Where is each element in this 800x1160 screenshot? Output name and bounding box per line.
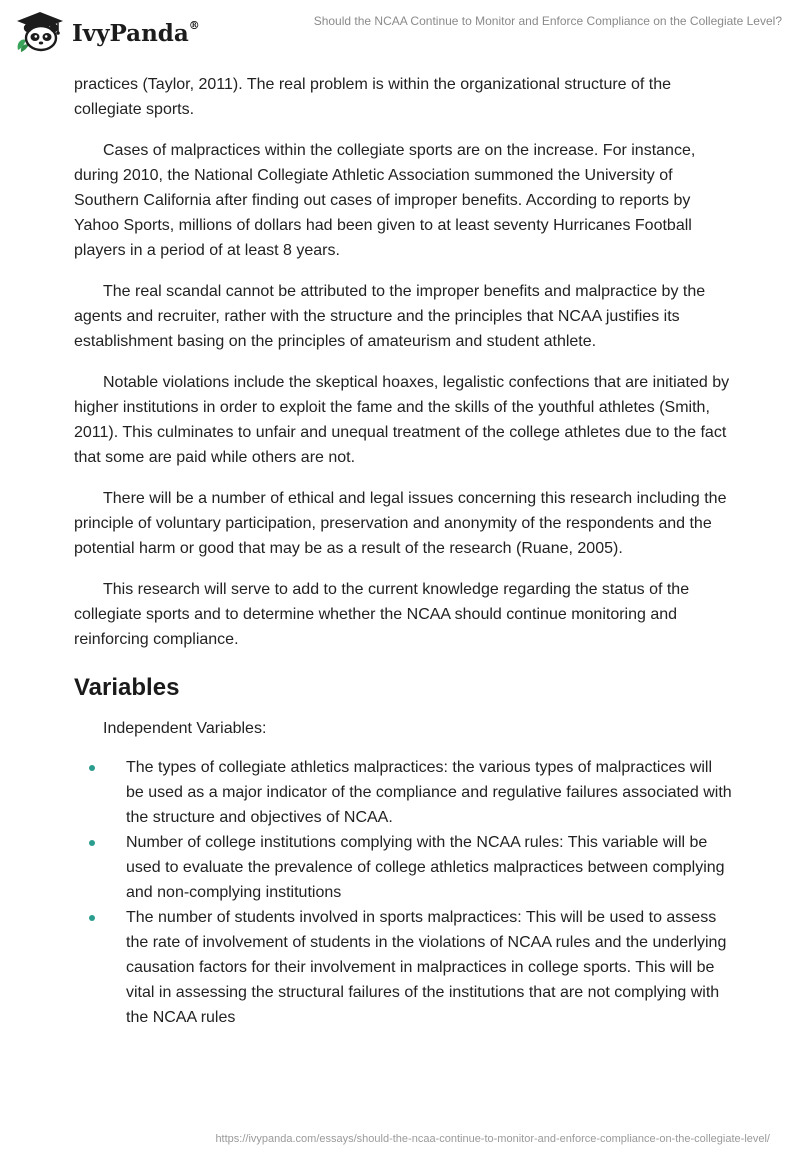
panda-graduation-cap-icon bbox=[14, 10, 66, 54]
list-item-text: Number of college institutions complying with the NCAA rules: This variable will be used to evaluate the prevalence of college athletics malpractices between complying and non-complying institutions bbox=[126, 834, 725, 901]
paragraph-continuation: practices (Taylor, 2011). The real problem is within the organizational structure of the collegiate sports. bbox=[74, 76, 672, 118]
subheading-independent-variables: Independent Variables: bbox=[103, 720, 267, 737]
list-item-text: The types of collegiate athletics malpractices: the various types of malpractices will be used as a major indicator of the compliance and regulative failures associated with the structure and objectives of NCAA. bbox=[126, 759, 732, 826]
bullet-dot-icon bbox=[89, 765, 95, 771]
section-heading-variables: Variables bbox=[74, 674, 180, 701]
list-item bbox=[74, 755, 734, 830]
bullet-dot-icon bbox=[89, 840, 95, 846]
list-item-text: The number of students involved in sports malpractices: This will be used to assess the rate of involvement of students in the violations of NCAA rules and the underlying causation factors for their involvement in malpractices in college sports. This will be vital in assessing the structural failures of the institutions that are not complying with the NCAA rules bbox=[126, 909, 727, 1026]
paragraph: There will be a number of ethical and legal issues concerning this research including the principle of voluntary participation, preservation and anonymity of the respondents and the potential harm or good that may be as a result of the research (Ruane, 2005). bbox=[74, 490, 727, 557]
variables-list bbox=[74, 755, 734, 1030]
page-header bbox=[0, 0, 800, 66]
source-url[interactable]: https://ivypanda.com/essays/should-the-ncaa-continue-to-monitor-and-enforce-compliance-on-the-collegiate-level/ bbox=[215, 1133, 770, 1145]
paragraph: The real scandal cannot be attributed to the improper benefits and malpractice by the agents and recruiter, rather with the structure and the principles that NCAA justifies its establishment basing on the principles of amateurism and student athlete. bbox=[74, 283, 706, 350]
bullet-dot-icon bbox=[89, 915, 95, 921]
ivypanda-logo[interactable] bbox=[14, 10, 200, 54]
paragraph: Cases of malpractices within the collegiate sports are on the increase. For instance, during 2010, the National Collegiate Athletic Association summoned the University of Southern California after finding out cases of improper benefits. According to reports by Yahoo Sports, millions of dollars had been given to at least seventy Hurricanes Football players in a period of at least 8 years. bbox=[74, 142, 696, 259]
essay-body bbox=[74, 72, 734, 1030]
list-item bbox=[74, 830, 734, 905]
document-title: Should the NCAA Continue to Monitor and Enforce Compliance on the Collegiate Level? bbox=[313, 14, 782, 28]
paragraph: This research will serve to add to the current knowledge regarding the status of the collegiate sports and to determine whether the NCAA should continue monitoring and reinforcing compliance. bbox=[74, 581, 690, 648]
paragraph: Notable violations include the skeptical hoaxes, legalistic confections that are initiated by higher institutions in order to exploit the fame and the skills of the youthful athletes (Smith, 2011). This culminates to unfair and unequal treatment of the college athletes due to the fact that some are paid while others are not. bbox=[74, 374, 730, 466]
logo-wordmark: IvyPanda® bbox=[72, 18, 200, 47]
list-item bbox=[74, 905, 734, 1030]
registered-mark: ® bbox=[188, 18, 200, 32]
